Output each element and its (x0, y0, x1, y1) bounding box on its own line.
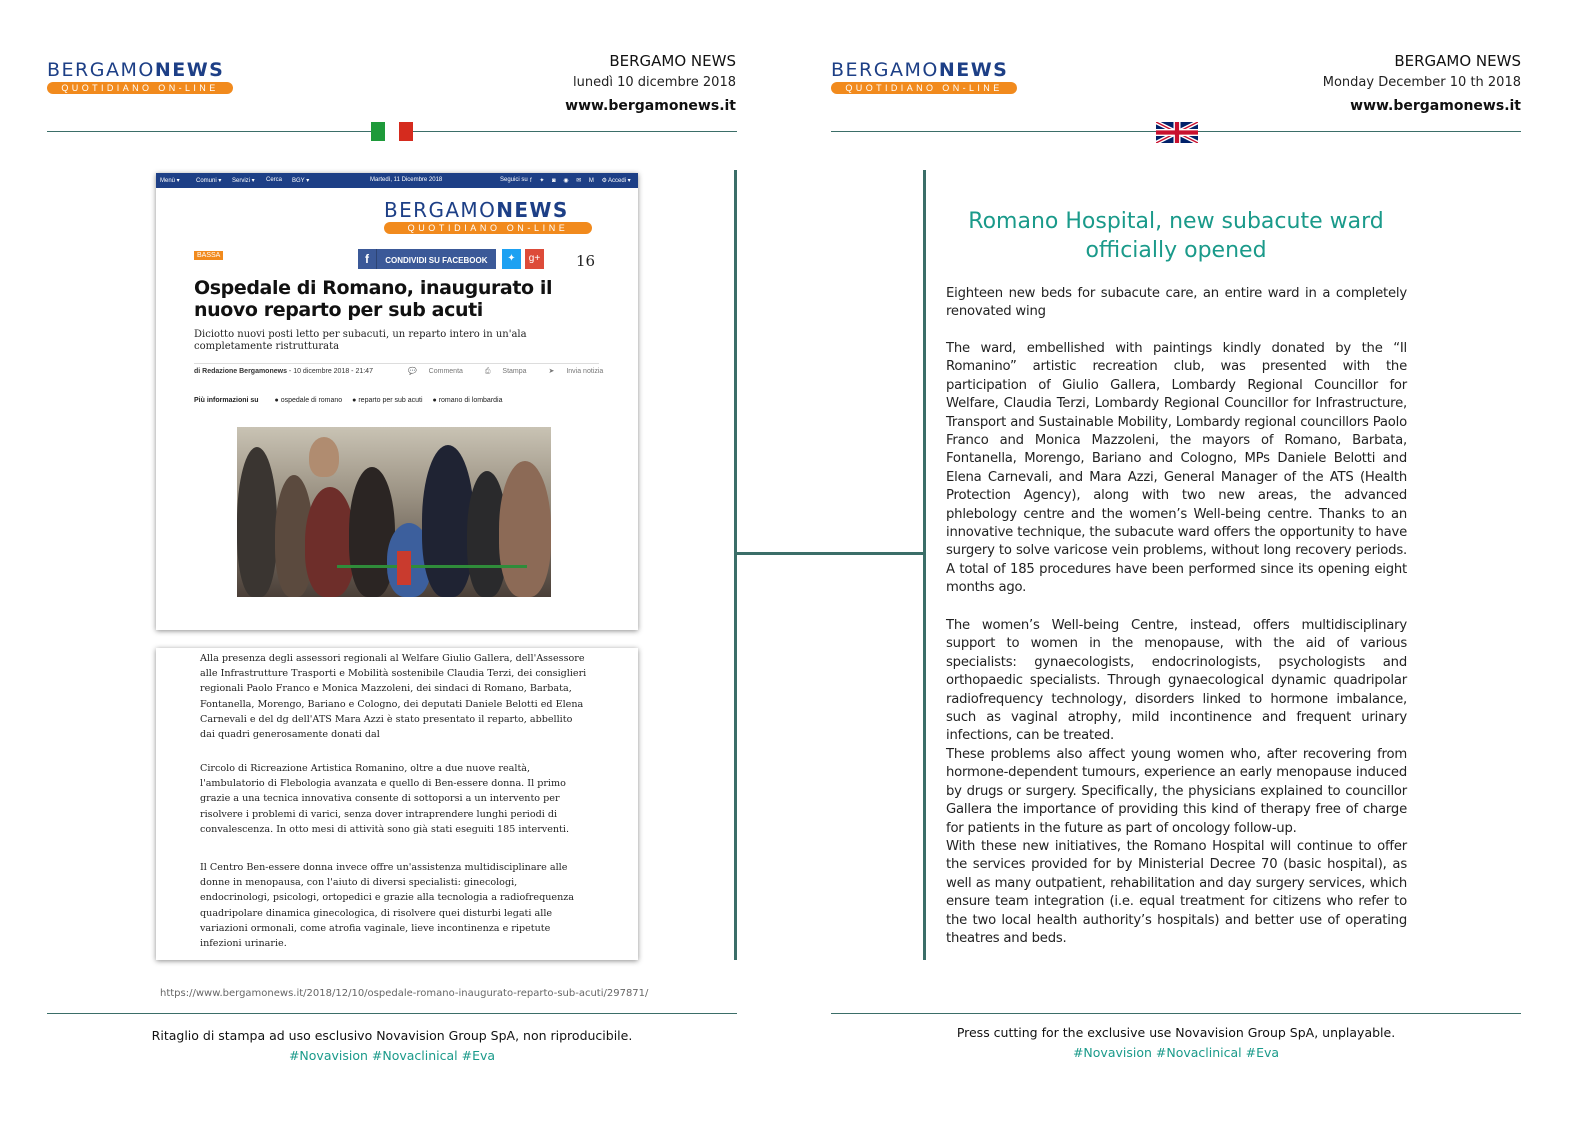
footer-notice: Ritaglio di stampa ad uso esclusivo Novavision Group SpA, non riproducibile. (151, 1028, 633, 1043)
footer-notice: Press cutting for the exclusive use Novavision Group SpA, unplayable. (956, 1025, 1396, 1040)
nav-cerca[interactable]: Cerca (266, 177, 283, 183)
nav-accedi[interactable]: Accedi ▾ (608, 178, 631, 184)
article-title-en: Romano Hospital, new subacute ward officially opened (968, 209, 1384, 263)
site-navbar (156, 173, 638, 188)
vertical-rule-left (734, 170, 737, 960)
body-paragraph-3: Il Centro Ben-essere donna invece offre un'assistenza multidisciplinare alle donne in menopausa, con l'aiuto di diversi specialisti: ginecologi, endocrinologi, psicologi, ortopedici e grazie alla tecnologia a radiofrequenza quadripolare dinamica ginecologica, di risolvere quei disturbi legati alle variazioni ormonali, come atrofia vaginale, lieve incontinenza e ripetute infezioni urinarie. (200, 862, 575, 950)
more-info-tags: Più informazioni su ● ospedale di romano ● reparto per sub acuti ● romano di lombardia (194, 397, 503, 404)
article-actions (408, 367, 623, 376)
nav-menu[interactable]: Menù ▾ (160, 178, 180, 184)
vertical-rule-right (923, 170, 926, 960)
article-subtitle: Diciotto nuovi posti letto per subacuti, un reparto intero in un'ala completamente ristrutturata (194, 329, 527, 352)
source-url[interactable]: https://www.bergamonews.it/2018/12/10/ospedale-romano-inaugurato-reparto-sub-acuti/297871/ (160, 988, 649, 999)
footer-hashtags: #Novavision #Novaclinical #Eva (288, 1048, 496, 1063)
comment-link[interactable]: 💬 Commenta (408, 368, 463, 375)
publication-name: BERGAMO NEWS (1394, 52, 1521, 70)
uk-flag-icon (1156, 122, 1198, 143)
nav-servizi[interactable]: Servizi ▾ (232, 178, 255, 184)
twitter-share-button[interactable] (502, 249, 521, 269)
article-title: Ospedale di Romano, inaugurato il nuovo reparto per sub acuti (194, 277, 553, 321)
divider (194, 363, 599, 364)
send-link[interactable]: ➤ Invia notizia (548, 368, 604, 375)
nav-seguici: Seguici su (500, 177, 528, 183)
googleplus-icon: g+ (528, 253, 541, 264)
facebook-icon: f (358, 249, 377, 269)
footer-hashtags: #Novavision #Novaclinical #Eva (1072, 1045, 1280, 1060)
site-logo[interactable]: BERGAMONEWS QUOTIDIANO ON-LINE (384, 199, 594, 234)
tag-icon: ● (352, 397, 357, 404)
publication-site: www.bergamonews.it (565, 98, 736, 114)
header-left (565, 50, 736, 118)
en-paragraph-5: With these new initiatives, the Romano Hospital will continue to offer the services provided for by Ministerial Decree 70 (basic hospital), as well as many outpatient, rehabilitation and day surgery services, which ensure team integration (i.e. equal treatment for citizens who refer to the two local health authority’s hospitals) and better use of operating theatres and beds. (946, 839, 1407, 947)
publication-date: Monday December 10 th 2018 (1322, 75, 1521, 90)
en-paragraph-2: The ward, embellished with paintings kindly donated by the “Il Romanino” artistic recreation club, was presented with the participation of Giulio Gallera, Lombardy Regional Councillor for Welfare, Claudia Terzi, Lombardy Regional Councillor for Infrastructure, Transport and Sustainable Mobility, Lombardy regional councillors Paolo Franco and Monica Mazzoleni, the mayors of Romano, Barbata, Fontanella, Morengo, Bariano and Cologno, MPs Daniele Belotti and Elena Carnevali, and Mara Azzi, General Manager of the ATS (Health Protection Agency), along with two new areas, the advanced phlebology centre and the women’s Well-being centre. Thanks to an innovative technique, the subacute ward offers the opportunity to have surgery to solve varicose vein problems, without long recovery periods. A total of 185 procedures have been performed since its opening eight months ago. (946, 341, 1407, 596)
publication-name: BERGAMO NEWS (609, 52, 736, 70)
tag-icon: ● (274, 397, 279, 404)
tag-link[interactable]: ● reparto per sub acuti (352, 397, 423, 404)
article-photo (237, 427, 551, 597)
footer-rule-left (47, 1013, 737, 1014)
facebook-share-button[interactable]: f CONDIVIDI SU FACEBOOK (358, 249, 496, 269)
comment-icon: 💬 (408, 368, 417, 375)
publication-date: lunedì 10 dicembre 2018 (573, 75, 736, 90)
bergamonews-logo-left: BERGAMONEWS QUOTIDIANO ON-LINE (47, 60, 237, 94)
googleplus-share-button[interactable] (525, 249, 544, 269)
send-icon: ➤ (548, 368, 555, 375)
connector-rule (737, 552, 925, 555)
publication-site: www.bergamonews.it (1350, 98, 1521, 114)
en-paragraph-3: The women’s Well-being Centre, instead, offers multidisciplinary support to women in the menopause, with the aid of various specialists: gynaecologists, endocrinologists, psychologists and orthopaedic specialists. Through gynaecological dynamic quadripolar radiofrequency technology, disorders linked to hormone imbalance, such as vaginal atrophy, mild incontinence and frequent urinary infections, can be treated. (946, 618, 1407, 744)
header-right (1323, 50, 1521, 118)
print-link[interactable]: ⎙ Stampa (484, 368, 527, 375)
location-icon: ● (432, 397, 437, 404)
nav-bgy[interactable]: BGY ▾ (292, 178, 310, 184)
social-icons[interactable]: f ✦ ◙ ◉ ✉ M ⚙ (530, 178, 610, 184)
tag-link[interactable]: ● ospedale di romano (274, 397, 343, 404)
footer-right (831, 1023, 1521, 1063)
article-screenshot (156, 173, 638, 630)
italian-flag-icon (371, 122, 413, 141)
section-badge[interactable]: BASSA (194, 251, 223, 260)
en-paragraph-4: These problems also affect young women who, after recovering from hormone-dependent tumours, experience an early menopause induced by drugs or surgery. Specifically, the physicians explained to councillor Gallera the importance of providing this kind of therapy free of charge for patients in the future as part of oncology follow-up. (946, 747, 1407, 836)
print-icon: ⎙ (484, 368, 491, 375)
tag-link[interactable]: ● romano di lombardia (432, 397, 503, 404)
nav-comuni[interactable]: Comuni ▾ (196, 178, 222, 184)
article-body-screenshot (156, 648, 638, 960)
share-count: 16 (576, 252, 596, 270)
en-paragraph-1: Eighteen new beds for subacute care, an entire ward in a completely renovated wing (946, 286, 1407, 320)
body-paragraph-2: Circolo di Ricreazione Artistica Romanino, oltre a due nuove realtà, l'ambulatorio di Flebologia avanzata e quello di Ben-essere donna. Il primo grazie a una tecnica innovativa consente di sottoporsi a un intervento per risolvere i problemi di varici, senza dover intraprendere lunghi periodi di convalescenza. In otto mesi di attività sono già stati eseguiti 185 interventi. (200, 763, 570, 835)
footer-rule-right (831, 1013, 1521, 1014)
twitter-icon: ✦ (507, 253, 516, 264)
body-paragraph-1: Alla presenza degli assessori regionali al Welfare Giulio Gallera, dell'Assessore alle Infrastrutture Trasporti e Mobilità sostenibile Claudia Terzi, dei consiglieri regionali Paolo Franco e Monica Mazzoleni, dei sindaci di Romano, Barbata, Fontanella, Morengo, Bariano e Cologno, dei deputati Daniele Belotti ed Elena Carnevali e del dg dell'ATS Mara Azzi è stato presentato il reparto, abbellito dai quadri generosamente donati dal (200, 653, 587, 741)
bergamonews-logo-right: BERGAMONEWS QUOTIDIANO ON-LINE (831, 60, 1021, 94)
article-byline: di Redazione Bergamonews - 10 dicembre 2018 - 21:47 (194, 368, 373, 375)
footer-left (47, 1026, 737, 1066)
nav-date: Martedì, 11 Dicembre 2018 (370, 177, 443, 183)
